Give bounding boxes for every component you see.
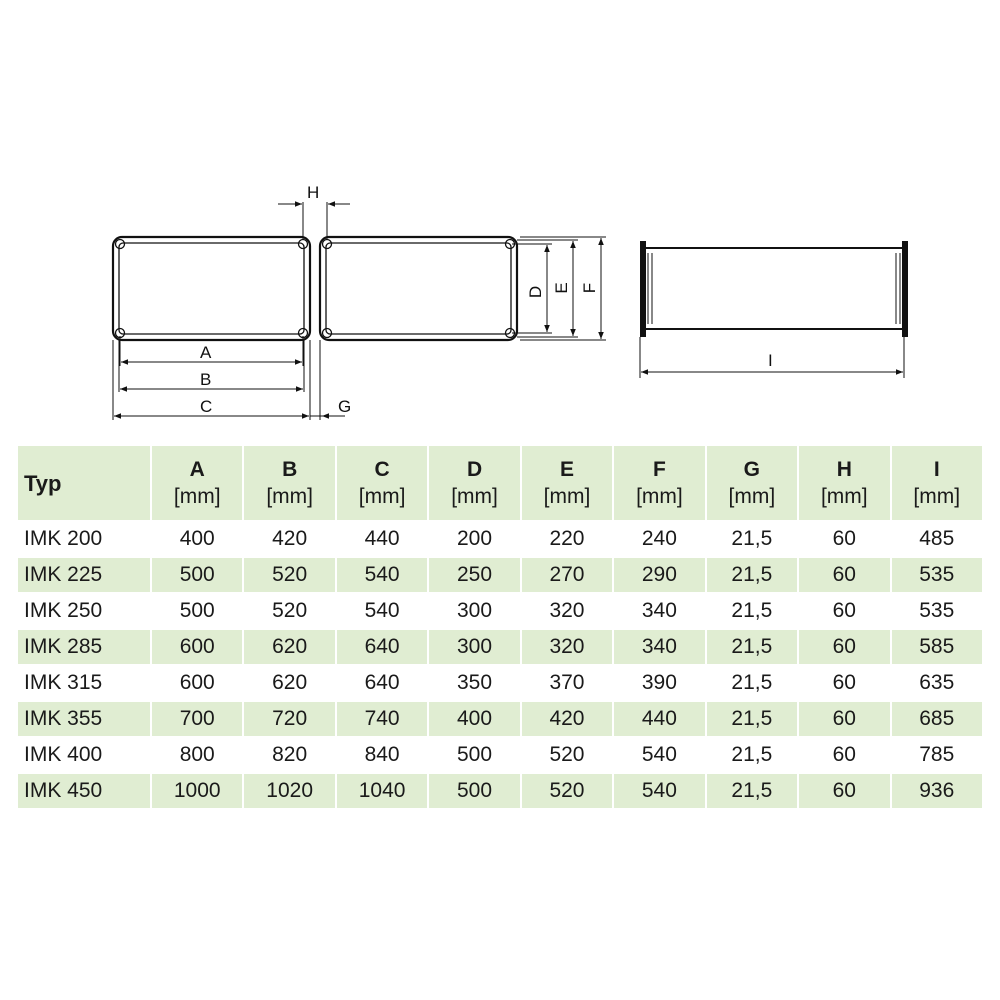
side-view — [640, 241, 908, 337]
table-cell: 240 — [614, 522, 704, 556]
dimension-c — [113, 340, 310, 420]
table-cell: 21,5 — [707, 558, 797, 592]
dimension-g — [310, 340, 351, 420]
table-cell: 340 — [614, 594, 704, 628]
table-cell: 250 — [429, 558, 519, 592]
table-cell: 640 — [337, 630, 427, 664]
table-cell: 720 — [244, 702, 334, 736]
table-row — [18, 522, 982, 556]
header-col — [799, 446, 889, 520]
table-cell: 400 — [152, 522, 242, 556]
dimension-h — [278, 183, 350, 240]
header-name: B — [282, 458, 298, 481]
table-cell: 320 — [522, 594, 612, 628]
table-cell: 620 — [244, 666, 334, 700]
row-type: IMK 285 — [18, 630, 150, 664]
table-cell: 500 — [152, 594, 242, 628]
dimension-f-label: F — [580, 282, 599, 294]
table-cell: 21,5 — [707, 630, 797, 664]
table-cell: 220 — [522, 522, 612, 556]
header-unit: [mm] — [451, 485, 498, 508]
header-name: D — [466, 458, 483, 481]
table-cell: 440 — [337, 522, 427, 556]
header-unit: [mm] — [543, 485, 591, 508]
table-cell: 620 — [244, 630, 334, 664]
row-type: IMK 315 — [18, 666, 150, 700]
table-cell: 270 — [522, 558, 612, 592]
table-cell: 820 — [244, 738, 334, 772]
table-cell: 300 — [429, 630, 519, 664]
table-cell: 60 — [799, 666, 889, 700]
header-col — [522, 446, 612, 520]
table-cell: 685 — [892, 702, 983, 736]
table-cell: 60 — [799, 594, 889, 628]
header-unit: [mm] — [173, 485, 221, 508]
header-unit: [mm] — [358, 485, 406, 508]
table-cell: 635 — [892, 666, 983, 700]
header-row — [18, 446, 982, 520]
header-name: C — [374, 458, 390, 481]
header-name: A — [189, 458, 205, 481]
table-cell: 320 — [522, 630, 612, 664]
table-cell: 21,5 — [707, 738, 797, 772]
header-col — [892, 446, 983, 520]
table-cell: 535 — [892, 594, 983, 628]
table-cell: 390 — [614, 666, 704, 700]
header-name: H — [836, 458, 852, 481]
table-cell: 340 — [614, 630, 704, 664]
header-col — [152, 446, 242, 520]
header-col — [707, 446, 797, 520]
dimension-b-label: B — [200, 370, 212, 389]
dimension-a-label: A — [200, 343, 212, 362]
header-col — [614, 446, 704, 520]
header-name: I — [933, 458, 940, 481]
table-cell: 21,5 — [707, 594, 797, 628]
table-cell: 400 — [429, 702, 519, 736]
spec-table — [16, 444, 984, 810]
table-cell: 21,5 — [707, 522, 797, 556]
table-cell: 936 — [892, 774, 983, 808]
header-col — [429, 446, 519, 520]
header-unit: [mm] — [728, 485, 776, 508]
front-view — [113, 237, 517, 340]
table-cell: 520 — [522, 738, 612, 772]
table-row — [18, 630, 982, 664]
table-cell: 520 — [522, 774, 612, 808]
header-name: G — [743, 458, 761, 481]
table-row — [18, 666, 982, 700]
table-cell: 600 — [152, 630, 242, 664]
table-cell: 370 — [522, 666, 612, 700]
header-name: E — [559, 458, 574, 481]
table-cell: 60 — [799, 558, 889, 592]
table-cell: 500 — [429, 774, 519, 808]
table-cell: 540 — [614, 774, 704, 808]
table-cell: 60 — [799, 774, 889, 808]
table-cell: 500 — [152, 558, 242, 592]
table-cell: 540 — [337, 558, 427, 592]
table-row — [18, 558, 982, 592]
table-row — [18, 774, 982, 808]
row-type: IMK 355 — [18, 702, 150, 736]
right-frame — [320, 237, 517, 340]
header-typ: Typ — [18, 446, 150, 520]
table-cell: 500 — [429, 738, 519, 772]
table-cell: 740 — [337, 702, 427, 736]
table-cell: 60 — [799, 702, 889, 736]
header-col — [244, 446, 334, 520]
table-cell: 1000 — [152, 774, 242, 808]
dimension-i-label: I — [768, 351, 773, 370]
table-cell: 785 — [892, 738, 983, 772]
left-frame — [113, 237, 310, 340]
dimension-b — [119, 340, 304, 392]
dimension-e-label: E — [552, 282, 571, 294]
table-cell: 540 — [614, 738, 704, 772]
table-cell: 60 — [799, 738, 889, 772]
table-cell: 640 — [337, 666, 427, 700]
row-type: IMK 450 — [18, 774, 150, 808]
dimension-h-label: H — [307, 183, 320, 202]
table-cell: 800 — [152, 738, 242, 772]
row-type: IMK 400 — [18, 738, 150, 772]
table-cell: 21,5 — [707, 702, 797, 736]
table-cell: 840 — [337, 738, 427, 772]
table-cell: 585 — [892, 630, 983, 664]
header-name: F — [652, 458, 666, 481]
table-cell: 290 — [614, 558, 704, 592]
table-cell: 535 — [892, 558, 983, 592]
table-cell: 21,5 — [707, 774, 797, 808]
table-row — [18, 702, 982, 736]
header-unit: [mm] — [820, 485, 868, 508]
table-body — [18, 522, 982, 808]
table-row — [18, 738, 982, 772]
row-type: IMK 200 — [18, 522, 150, 556]
header-unit: [mm] — [266, 485, 313, 508]
dimension-i — [640, 337, 904, 378]
table-cell: 60 — [799, 522, 889, 556]
dimension-c-label: C — [200, 397, 213, 416]
table-cell: 60 — [799, 630, 889, 664]
table-cell: 540 — [337, 594, 427, 628]
table-cell: 21,5 — [707, 666, 797, 700]
table-cell: 520 — [244, 594, 334, 628]
table-cell: 200 — [429, 522, 519, 556]
row-type: IMK 250 — [18, 594, 150, 628]
dimension-g-label: G — [338, 397, 352, 416]
table-cell: 1040 — [337, 774, 427, 808]
table-cell: 485 — [892, 522, 983, 556]
table-cell: 520 — [244, 558, 334, 592]
table-cell: 600 — [152, 666, 242, 700]
dimension-d-label: D — [526, 285, 545, 299]
header-unit: [mm] — [913, 485, 961, 508]
table-row — [18, 594, 982, 628]
header-unit: [mm] — [636, 485, 683, 508]
header-col — [337, 446, 427, 520]
row-type: IMK 225 — [18, 558, 150, 592]
table-cell: 700 — [152, 702, 242, 736]
table-cell: 300 — [429, 594, 519, 628]
table-cell: 350 — [429, 666, 519, 700]
table-cell: 420 — [522, 702, 612, 736]
technical-drawing — [0, 0, 1000, 440]
table-cell: 420 — [244, 522, 334, 556]
table-cell: 440 — [614, 702, 704, 736]
table-cell: 1020 — [244, 774, 334, 808]
